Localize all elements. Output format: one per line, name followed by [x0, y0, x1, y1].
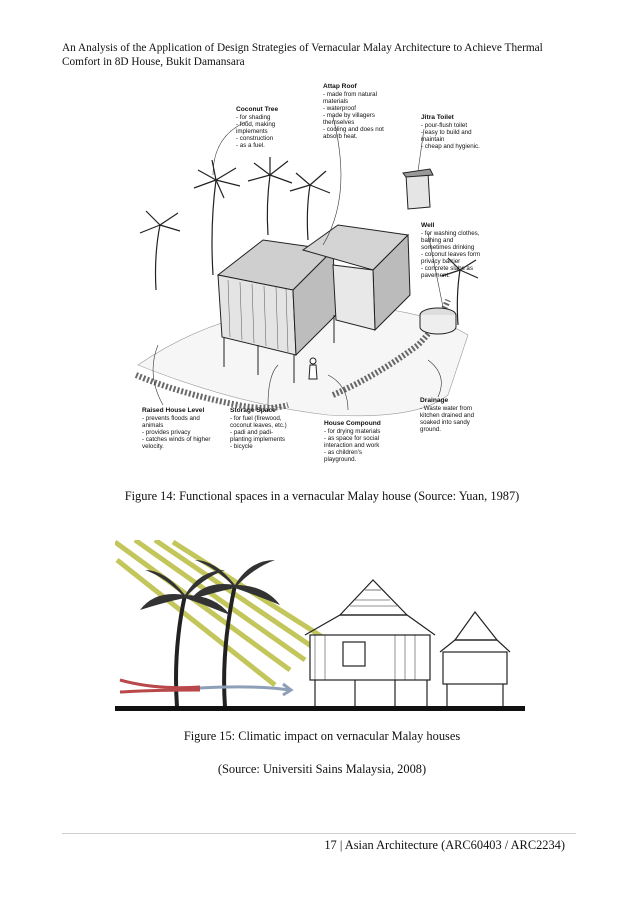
- callout-house-compound: [324, 420, 381, 463]
- svg-text:Coconut Tree: Coconut Tree: [236, 106, 279, 113]
- jitra-toilet: [403, 169, 433, 209]
- figure-14-illustration: [118, 75, 510, 470]
- figure-15-caption-line-2: (Source: Universiti Sains Malaysia, 2008): [217, 762, 427, 776]
- svg-text:House Compound: House Compound: [324, 420, 381, 427]
- figure-14-caption: Figure 14: Functional spaces in a vernacular Malay house (Source: Yuan, 1987): [124, 489, 520, 503]
- svg-text:maintain: maintain: [421, 136, 445, 143]
- svg-text:- construction: - construction: [236, 135, 274, 142]
- svg-text:ground.: ground.: [420, 426, 441, 433]
- svg-text:- food, making: - food, making: [236, 121, 276, 128]
- svg-text:pavement.: pavement.: [421, 272, 450, 279]
- svg-text:- padi and padi-: - padi and padi-: [230, 429, 273, 436]
- svg-text:- bicycle: - bicycle: [230, 443, 253, 450]
- svg-text:- provides privacy: - provides privacy: [142, 429, 191, 436]
- figure-15-illustration: [115, 540, 525, 712]
- svg-text:absorb heat.: absorb heat.: [323, 133, 358, 140]
- svg-text:- prevents floods and: - prevents floods and: [142, 415, 200, 422]
- svg-text:playground.: playground.: [324, 456, 357, 463]
- ground-line: [115, 706, 525, 711]
- svg-text:Drainage: Drainage: [420, 397, 449, 404]
- svg-text:sometimes drinking: sometimes drinking: [421, 244, 475, 251]
- svg-text:coconut leaves, etc.): coconut leaves, etc.): [230, 422, 287, 429]
- figure-15-caption-line-1: Figure 15: Climatic impact on vernacular Malay houses: [183, 729, 461, 743]
- running-header: [62, 41, 562, 69]
- wind-arrows: [120, 680, 291, 695]
- svg-text:- easy to build and: - easy to build and: [421, 129, 472, 136]
- svg-text:- waterproof: - waterproof: [323, 105, 357, 112]
- page-footer: 17 | Asian Architecture (ARC60403 / ARC2234): [324, 838, 565, 852]
- svg-text:Storage Space: Storage Space: [230, 407, 276, 414]
- svg-text:materials: materials: [323, 98, 349, 105]
- svg-text:themselves: themselves: [323, 119, 355, 126]
- svg-text:velocity.: velocity.: [142, 443, 164, 450]
- svg-text:- for drying materials: - for drying materials: [324, 428, 381, 435]
- vernacular-house-sketch: [118, 75, 510, 470]
- malay-house-secondary: [440, 612, 510, 708]
- svg-text:Jitra Toilet: Jitra Toilet: [421, 114, 454, 121]
- svg-text:animals: animals: [142, 422, 164, 429]
- callout-coconut-tree: [236, 106, 278, 149]
- svg-text:- made from natural: - made from natural: [323, 91, 377, 98]
- climatic-impact-sketch: [115, 540, 525, 712]
- svg-text:Well: Well: [421, 222, 435, 229]
- svg-text:- for shading: - for shading: [236, 114, 271, 121]
- svg-text:privacy barrier: privacy barrier: [421, 258, 461, 265]
- svg-text:bathing and: bathing and: [421, 237, 454, 244]
- svg-text:- as space for social: - as space for social: [324, 435, 380, 442]
- svg-text:- catches winds of higher: - catches winds of higher: [142, 436, 211, 443]
- callout-attap-roof: [323, 83, 384, 140]
- svg-text:kitchen drained and: kitchen drained and: [420, 412, 475, 419]
- person-figure: [309, 358, 317, 379]
- svg-text:- for fuel (firewood,: - for fuel (firewood,: [230, 415, 282, 422]
- header-line-1: An Analysis of the Application of Design Strategies of Vernacular Malay Architecture to Achieve Thermal: [62, 42, 543, 54]
- svg-text:- concrete slabs as: - concrete slabs as: [421, 265, 473, 272]
- callout-raised-house-level: [142, 407, 210, 450]
- well: [420, 308, 456, 334]
- callout-drainage: [420, 397, 475, 433]
- svg-text:planting implements: planting implements: [230, 436, 286, 443]
- svg-text:- as children's: - as children's: [324, 449, 362, 456]
- callout-storage-space: [230, 407, 287, 450]
- callout-well: [421, 222, 480, 279]
- malay-house-main: [305, 580, 435, 708]
- svg-text:- for washing clothes,: - for washing clothes,: [421, 230, 480, 237]
- svg-text:- cheap and hygienic.: - cheap and hygienic.: [421, 143, 480, 150]
- svg-text:Raised House Level: Raised House Level: [142, 407, 205, 414]
- footer-divider: [62, 833, 576, 834]
- header-line-2: Comfort in 8D House, Bukit Damansara: [62, 56, 245, 68]
- svg-text:- made by villagers: - made by villagers: [323, 112, 375, 119]
- svg-text:- as a fuel.: - as a fuel.: [236, 142, 265, 149]
- svg-text:- Waste water from: - Waste water from: [420, 405, 473, 412]
- callout-jitra-toilet: [421, 114, 480, 150]
- svg-text:- coconut leaves form: - coconut leaves form: [421, 251, 481, 258]
- svg-text:Attap Roof: Attap Roof: [323, 83, 357, 90]
- svg-text:- pour-flush toilet: - pour-flush toilet: [421, 122, 468, 129]
- svg-text:implements: implements: [236, 128, 268, 135]
- svg-text:soaked into sandy: soaked into sandy: [420, 419, 470, 426]
- svg-text:- cooling and does not: - cooling and does not: [323, 126, 384, 133]
- svg-text:interaction and work: interaction and work: [324, 442, 380, 449]
